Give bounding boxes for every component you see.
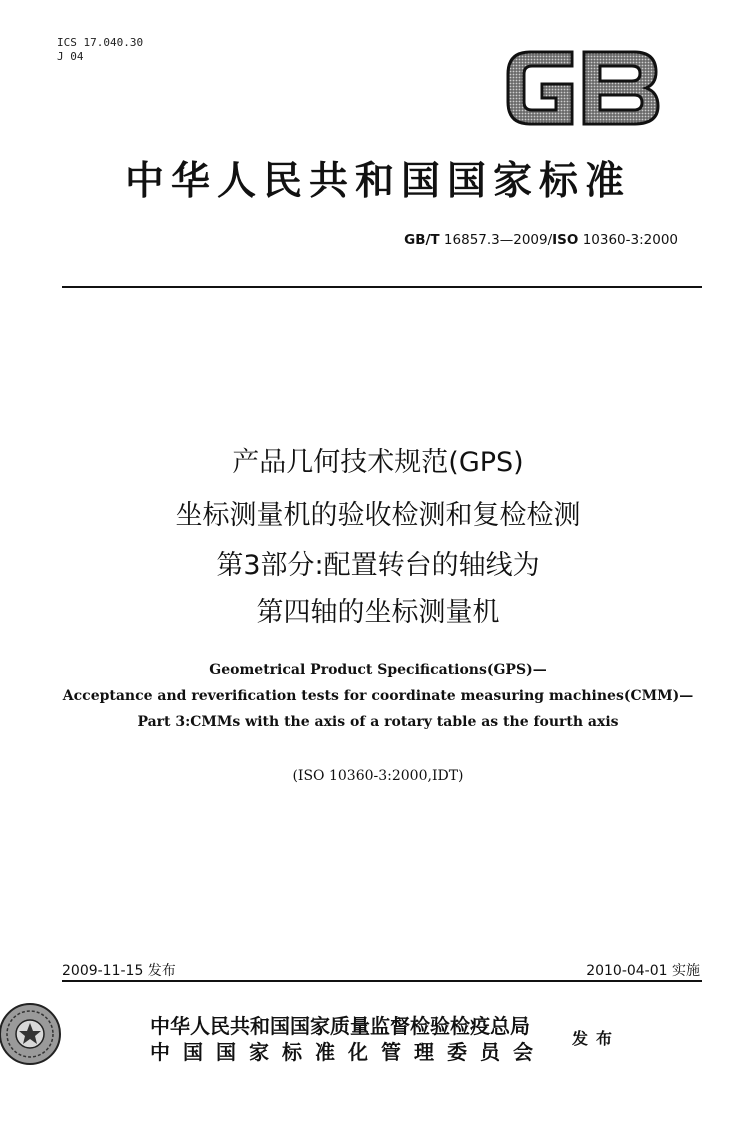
issue-date: 2009-11-15 发布 [62, 963, 176, 979]
ccs-code: J 04 [57, 50, 84, 63]
issuer-aqsiq: 中华人民共和国国家质量监督检验检疫总局 [150, 1014, 530, 1038]
gb-logo [500, 40, 665, 136]
en-title-line-3: Part 3:CMMs with the axis of a rotary table as the fourth axis [137, 714, 619, 730]
issuing-organizations [150, 1013, 546, 1065]
en-title-line-1: Geometrical Product Specifications(GPS)— [209, 662, 547, 678]
bottom-divider [62, 980, 702, 982]
issuer-sac: 中国国家标准化管理委员会 [150, 1040, 546, 1064]
publish-label: 发布 [572, 1029, 621, 1048]
iso-number-rest: 10360-3:2000 [582, 232, 678, 248]
cn-title-line-3: 第3部分:配置转台的轴线为 [216, 550, 540, 581]
iso-reference: (ISO 10360-3:2000,IDT) [292, 768, 464, 784]
standard-category: 中华人民共和国国家标准 [124, 158, 631, 204]
cn-title-line-4: 第四轴的坐标测量机 [256, 597, 500, 628]
ics-code: ICS 17.040.30 [57, 36, 144, 49]
implementation-date: 2010-04-01 实施 [586, 963, 700, 979]
standard-number [404, 232, 678, 248]
standard-number-rest: 16857.3—2009/ [443, 232, 553, 248]
official-seal-icon [0, 998, 72, 1070]
standard-number-prefix: GB/T [404, 232, 440, 248]
cn-title-line-2: 坐标测量机的验收检测和复检检测 [175, 500, 581, 531]
classification-codes [57, 36, 143, 64]
iso-number-prefix: ISO [552, 232, 579, 248]
top-divider [62, 286, 702, 288]
cn-title-line-1: 产品几何技术规范(GPS) [232, 447, 524, 478]
logo-text: GB [500, 40, 502, 41]
en-title-line-2: Acceptance and reverification tests for coordinate measuring machines(CMM)— [62, 688, 694, 704]
